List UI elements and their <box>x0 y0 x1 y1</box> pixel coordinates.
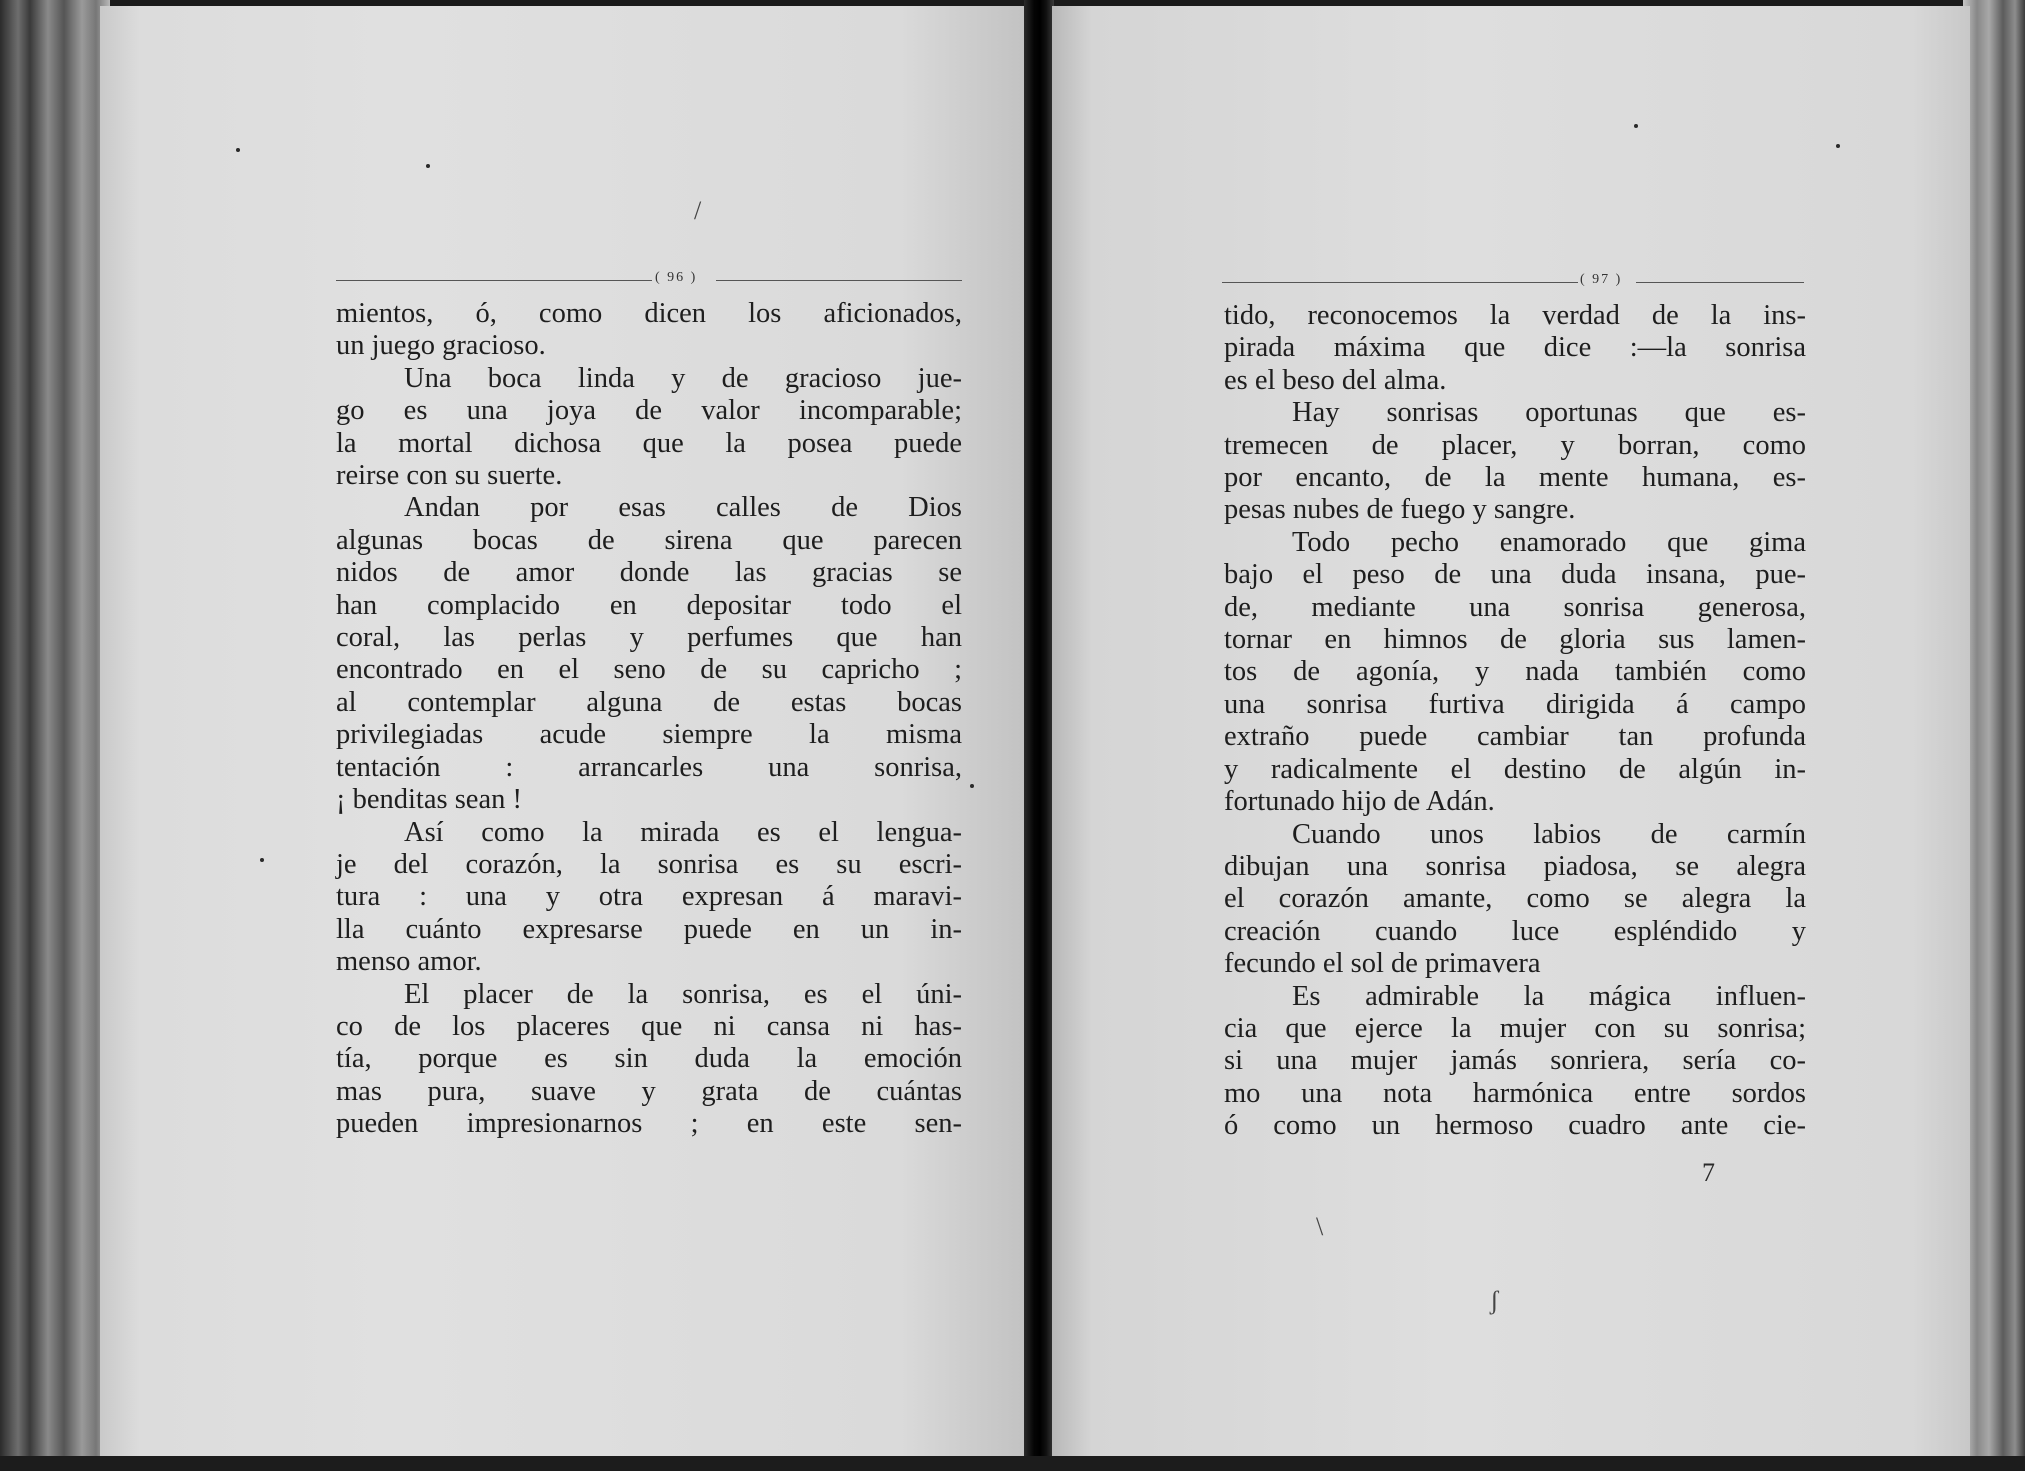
text-line: coral, las perlas y perfumes que han <box>336 622 962 654</box>
text-line: tura : una y otra expresan á maravi- <box>336 881 962 913</box>
text-line: tremecen de placer, y borran, como <box>1224 429 1806 461</box>
text-line: es el beso del alma. <box>1224 364 1447 396</box>
book-gutter <box>1024 0 1054 1471</box>
text-line: reirse con su suerte. <box>336 460 563 492</box>
text-line: Hay sonrisas oportunas que es- <box>1292 397 1806 429</box>
bottom-edge <box>0 1456 2025 1471</box>
text-line: si una mujer jamás sonriera, sería co- <box>1224 1045 1806 1077</box>
right-binding-edge <box>1963 0 2025 1471</box>
text-line: Todo pecho enamorado que gima <box>1292 526 1806 558</box>
text-line: tos de agonía, y nada también como <box>1224 656 1806 688</box>
text-line: lla cuánto expresarse puede en un in- <box>336 913 962 945</box>
text-line: mientos, ó, como dicen los aficionados, <box>336 298 962 329</box>
left-binding-edge <box>0 0 110 1471</box>
text-line: co de los placeres que ni cansa ni has- <box>336 1010 962 1042</box>
text-line: al contemplar alguna de estas bocas <box>336 686 962 718</box>
text-line: tornar en himnos de gloria sus lamen- <box>1224 624 1806 656</box>
ink-speck <box>1634 124 1638 128</box>
right-page <box>1052 6 1970 1461</box>
text-line: tía, porque es sin duda la emoción <box>336 1043 962 1075</box>
ink-speck <box>1836 144 1840 148</box>
text-line: creación cuando luce espléndido y <box>1224 915 1806 947</box>
text-line: el corazón amante, como se alegra la <box>1224 883 1806 915</box>
text-line: Una boca linda y de gracioso jue- <box>404 362 962 394</box>
left-page-number: ( 96 ) <box>655 270 698 285</box>
text-line: por encanto, de la mente humana, es- <box>1224 462 1806 494</box>
text-line: mo una nota harmónica entre sordos <box>1224 1077 1806 1109</box>
text-line: bajo el peso de una duda insana, pue- <box>1224 559 1806 591</box>
stray-mark: \ <box>1316 1212 1324 1241</box>
text-line: Andan por esas calles de Dios <box>404 492 962 524</box>
text-line: de, mediante una sonrisa generosa, <box>1224 591 1806 623</box>
text-line: ó como un hermoso cuadro ante cie- <box>1224 1110 1806 1142</box>
text-line: tido, reconocemos la verdad de la ins- <box>1224 300 1806 331</box>
text-line: Así como la mirada es el lengua- <box>404 816 962 848</box>
right-header-rule-left <box>1222 282 1578 283</box>
stray-mark: / <box>694 196 702 225</box>
ink-speck <box>426 164 430 168</box>
text-line: una sonrisa furtiva dirigida á campo <box>1224 688 1806 720</box>
text-line: nidos de amor donde las gracias se <box>336 557 962 589</box>
text-line: El placer de la sonrisa, es el úni- <box>404 978 962 1010</box>
text-line: han complacido en depositar todo el <box>336 589 962 621</box>
text-line: un juego gracioso. <box>336 330 546 362</box>
left-header-rule-right <box>716 280 962 281</box>
text-line: Cuando unos labios de carmín <box>1292 818 1806 850</box>
text-line: go es una joya de valor incomparable; <box>336 395 962 427</box>
text-line: pirada máxima que dice :—la sonrisa <box>1224 332 1806 364</box>
left-page-text <box>336 298 962 1141</box>
stray-mark: ʃ <box>1490 1286 1499 1315</box>
text-line: dibujan una sonrisa piadosa, se alegra <box>1224 850 1806 882</box>
text-line: privilegiadas acude siempre la misma <box>336 719 962 751</box>
right-header-rule-right <box>1636 282 1804 283</box>
ink-speck <box>236 148 240 152</box>
text-line: Es admirable la mágica influen- <box>1292 980 1806 1012</box>
text-line: menso amor. <box>336 946 482 978</box>
text-line: je del corazón, la sonrisa es su escri- <box>336 848 962 880</box>
text-line: pesas nubes de fuego y sangre. <box>1224 494 1576 526</box>
text-line: cia que ejerce la mujer con su sonrisa; <box>1224 1012 1806 1044</box>
signature-mark: 7 <box>1702 1158 1715 1187</box>
ink-speck <box>260 858 264 862</box>
text-line: fortunado hijo de Adán. <box>1224 786 1495 818</box>
right-page-text <box>1224 300 1806 1143</box>
ink-speck <box>970 784 974 788</box>
left-header-rule-left <box>336 280 652 281</box>
text-line: ¡ benditas sean ! <box>336 784 522 816</box>
text-line: la mortal dichosa que la posea puede <box>336 427 962 459</box>
text-line: fecundo el sol de primavera <box>1224 948 1541 980</box>
text-line: tentación : arrancarles una sonrisa, <box>336 751 962 783</box>
text-line: extraño puede cambiar tan profunda <box>1224 721 1806 753</box>
text-line: y radicalmente el destino de algún in- <box>1224 753 1806 785</box>
right-page-number: ( 97 ) <box>1580 272 1623 287</box>
text-line: mas pura, suave y grata de cuántas <box>336 1075 962 1107</box>
text-line: pueden impresionarnos ; en este sen- <box>336 1108 962 1140</box>
text-line: algunas bocas de sirena que parecen <box>336 524 962 556</box>
text-line: encontrado en el seno de su capricho ; <box>336 654 962 686</box>
left-page <box>100 6 1026 1461</box>
